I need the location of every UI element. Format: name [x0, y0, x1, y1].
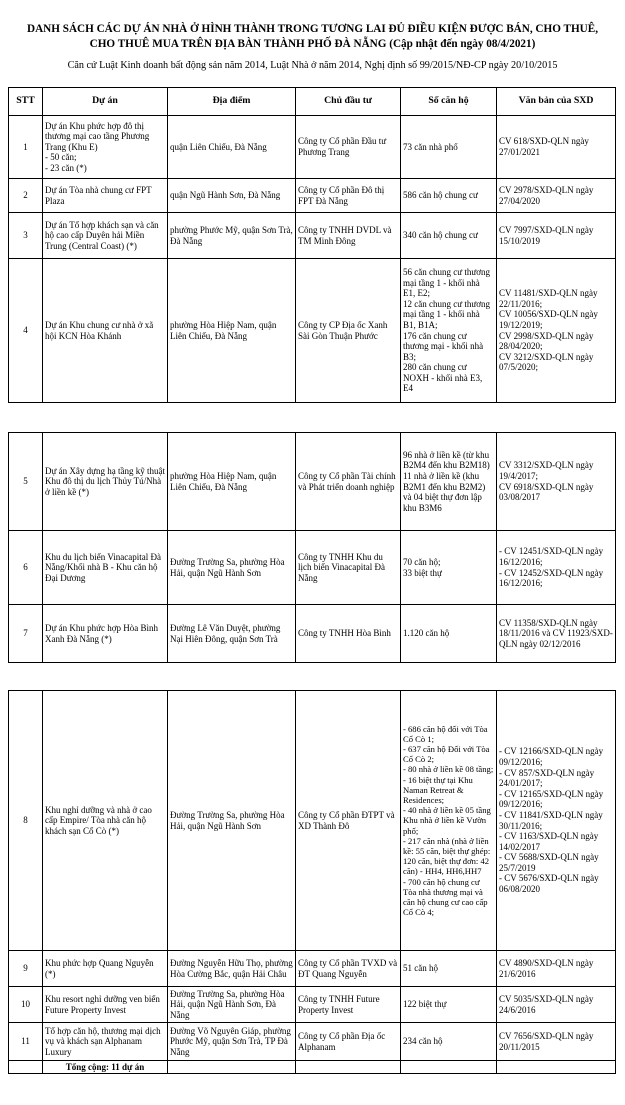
header-units: Số căn hộ — [401, 88, 497, 116]
cell-document: CV 2978/SXD-QLN ngày 27/04/2020 — [497, 179, 616, 213]
table-header-row — [9, 88, 616, 116]
cell-units: 122 biệt thự — [401, 987, 497, 1023]
cell-document: CV 3312/SXD-QLN ngày 19/4/2017; CV 6918/SXD-QLN ngày 03/08/2017 — [497, 433, 616, 531]
cell-project: Dự án Khu phức hợp đô thị thương mại cao tầng Phương Trang (Khu E) - 50 căn; - 23 căn (*) — [43, 116, 168, 179]
cell-stt: 1 — [9, 116, 43, 179]
table-row — [9, 259, 616, 403]
cell-investor: Công ty Cổ phần TVXD và ĐT Quang Nguyễn — [296, 951, 401, 987]
projects-table-part-2 — [8, 432, 616, 663]
table-row — [9, 691, 616, 951]
table-row — [9, 987, 616, 1023]
cell-document: CV 7997/SXD-QLN ngày 15/10/2019 — [497, 213, 616, 259]
cell-document: CV 618/SXD-QLN ngày 27/01/2021 — [497, 116, 616, 179]
legal-basis-subtitle: Căn cứ Luật Kinh doanh bất động sản năm 2014, Luật Nhà ở năm 2014, Nghị định số 99/2015/NĐ-CP ngày 20/10/2015 — [67, 60, 558, 71]
cell-stt: 9 — [9, 951, 43, 987]
cell-units: 1.120 căn hộ — [401, 605, 497, 663]
cell-document: CV 5035/SXD-QLN ngày 24/6/2016 — [497, 987, 616, 1023]
cell-investor: Công ty Cổ phần Đầu tư Phương Trang — [296, 116, 401, 179]
cell-document: - CV 12166/SXD-QLN ngày 09/12/2016; - CV 857/SXD-QLN ngày 24/01/2017; - CV 12165/SXD-QLN ngày 09/12/2016; - CV 11841/SXD-QLN ngày 30/11/2016; - CV 1163/SXD-QLN ngày 14/02/2017 - CV 5688/SXD-QLN ngày 25/7/2019 - CV 5676/SXD-QLN ngày 06/08/2020 — [497, 691, 616, 951]
table-row — [9, 179, 616, 213]
cell-location: Đường Lê Văn Duyệt, phường Nại Hiên Đông, quận Sơn Trà — [168, 605, 296, 663]
cell-document: - CV 12451/SXD-QLN ngày 16/12/2016; - CV 12452/SXD-QLN ngày 16/12/2016; — [497, 531, 616, 605]
cell-project: Khu du lịch biển Vinacapital Đà Nẵng/Khối nhà B - Khu căn hộ Đại Dương — [43, 531, 168, 605]
table-row — [9, 531, 616, 605]
cell-investor: Công ty TNHH Hòa Bình — [296, 605, 401, 663]
cell-project: Khu nghỉ dưỡng và nhà ở cao cấp Empire/ Tòa nhà căn hộ khách sạn Cổ Cò (*) — [43, 691, 168, 951]
cell-document: CV 4890/SXD-QLN ngày 21/6/2016 — [497, 951, 616, 987]
cell-project: Dự án Tổ hợp khách sạn và căn hộ cao cấp Duyên hải Miền Trung (Central Coast) (*) — [43, 213, 168, 259]
table-row — [9, 213, 616, 259]
cell-stt: 2 — [9, 179, 43, 213]
cell-investor: Công ty Cổ phần ĐTPT và XD Thành Đô — [296, 691, 401, 951]
cell-document: CV 11358/SXD-QLN ngày 18/11/2016 và CV 11923/SXD-QLN ngày 02/12/2016 — [497, 605, 616, 663]
cell-stt: 11 — [9, 1023, 43, 1061]
cell-location: quận Liên Chiểu, Đà Nẵng — [168, 116, 296, 179]
total-row — [9, 1061, 616, 1074]
cell-units: 70 căn hộ; 33 biệt thự — [401, 531, 497, 605]
cell-units: 340 căn hộ chung cư — [401, 213, 497, 259]
header-stt: STT — [9, 88, 43, 116]
cell-project: Tổ hợp căn hộ, thương mại dịch vụ và khách sạn Alphanam Luxury — [43, 1023, 168, 1061]
cell-stt: 8 — [9, 691, 43, 951]
cell-stt: 3 — [9, 213, 43, 259]
cell-investor: Công ty TNHH Future Property Invest — [296, 987, 401, 1023]
cell-units: 96 nhà ở liền kề (từ khu B2M4 đến khu B2M18) 11 nhà ở liền kề (khu B2M1 đến khu B2M2) và 04 biệt thự đơn lập khu B3M6 — [401, 433, 497, 531]
cell-units: 73 căn nhà phố — [401, 116, 497, 179]
table-row — [9, 605, 616, 663]
cell-project: Dự án Khu chung cư nhà ở xã hội KCN Hòa Khánh — [43, 259, 168, 403]
header-document: Văn bản của SXD — [497, 88, 616, 116]
table-row — [9, 951, 616, 987]
cell-investor: Công ty CP Địa ốc Xanh Sài Gòn Thuận Phước — [296, 259, 401, 403]
table-row — [9, 1023, 616, 1061]
cell-stt: 7 — [9, 605, 43, 663]
header-project: Dự án — [43, 88, 168, 116]
cell-investor: Công ty TNHH Khu du lịch biển Vinacapital Đà Nẵng — [296, 531, 401, 605]
cell-document: CV 7656/SXD-QLN ngày 20/11/2015 — [497, 1023, 616, 1061]
total-label: Tổng cộng: 11 dự án — [43, 1061, 168, 1074]
cell-project: Khu phức hợp Quang Nguyễn (*) — [43, 951, 168, 987]
cell-investor: Công ty Cổ phần Đô thị FPT Đà Nẵng — [296, 179, 401, 213]
cell-stt: 5 — [9, 433, 43, 531]
title-line: CHO THUÊ MUA TRÊN ĐỊA BÀN THÀNH PHỐ ĐÀ NẴNG (Cập nhật đến ngày 08/4/2021) — [89, 38, 536, 50]
projects-table-part-1 — [8, 87, 616, 403]
cell-location: Đường Trường Sa, phường Hòa Hải, quận Ngũ Hành Sơn — [168, 691, 296, 951]
cell-stt: 10 — [9, 987, 43, 1023]
cell-location: Đường Võ Nguyên Giáp, phường Phước Mỹ, quận Sơn Trà, TP Đà Nẵng — [168, 1023, 296, 1061]
cell-location: Đường Trường Sa, phường Hòa Hải, quận Ngũ Hành Sơn, Đà Nẵng — [168, 987, 296, 1023]
cell-units: 586 căn hộ chung cư — [401, 179, 497, 213]
table-row — [9, 116, 616, 179]
table-row — [9, 433, 616, 531]
cell-units: 56 căn chung cư thương mại tầng 1 - khối nhà E1, E2; 12 căn chung cư thương mại tầng 1 - khối nhà B1, B1A; 176 căn chung cư thương mại - khối nhà B3; 280 căn chung cư NOXH - khối nhà E3, E4 — [401, 259, 497, 403]
header-location: Địa điểm — [168, 88, 296, 116]
cell-units: 234 căn hộ — [401, 1023, 497, 1061]
projects-table-part-3 — [8, 690, 616, 1074]
cell-project: Dự án Xây dựng hạ tầng kỹ thuật Khu đô thị du lịch Thủy Tú/Nhà ở liền kề (*) — [43, 433, 168, 531]
cell-units: - 686 căn hộ đối với Tòa Cổ Cò 1; - 637 căn hộ Đối với Tòa Cổ Cò 2; - 80 nhà ở liền kề 08 tầng; - 16 biệt thự tại Khu Naman Retreat & Residences; - 40 nhà ở liền kề 05 tầng Khu nhà ở liền kề Vườn phố; - 217 căn nhà (nhà ở liền kề: 55 căn, biệt thự ghép: 120 căn, biệt thự đơn: 42 căn) - HH4, HH6,HH7 - 700 căn hộ chung cư Tòa nhà thương mại và căn hộ chung cư cao cấp Cổ Cò 4; — [401, 691, 497, 951]
cell-project: Dự án Khu phức hợp Hòa Bình Xanh Đà Nẵng (*) — [43, 605, 168, 663]
cell-location: phường Phước Mỹ, quận Sơn Trà, Đà Nẵng — [168, 213, 296, 259]
cell-project: Dự án Tòa nhà chung cư FPT Plaza — [43, 179, 168, 213]
cell-stt: 4 — [9, 259, 43, 403]
cell-location: quận Ngũ Hành Sơn, Đà Nẵng — [168, 179, 296, 213]
cell-investor: Công ty Cổ phần Tài chính và Phát triển doanh nghiệp — [296, 433, 401, 531]
cell-document: CV 11481/SXD-QLN ngày 22/11/2016; CV 10056/SXD-QLN ngày 19/12/2019; CV 2998/SXD-QLN ngày 28/04/2020; CV 3212/SXD-QLN ngày 07/5/2020; — [497, 259, 616, 403]
document-title — [12, 22, 613, 52]
cell-location: Đường Nguyễn Hữu Thọ, phường Hòa Cường Bắc, quận Hải Châu — [168, 951, 296, 987]
cell-investor: Công ty Cổ phần Địa ốc Alphanam — [296, 1023, 401, 1061]
cell-units: 51 căn hộ — [401, 951, 497, 987]
total-stt-cell — [9, 1061, 43, 1074]
cell-location: Đường Trường Sa, phường Hòa Hải, quận Ngũ Hành Sơn — [168, 531, 296, 605]
cell-location: phường Hòa Hiệp Nam, quận Liên Chiểu, Đà Nẵng — [168, 433, 296, 531]
cell-investor: Công ty TNHH DVDL và TM Minh Đông — [296, 213, 401, 259]
title-line: DANH SÁCH CÁC DỰ ÁN NHÀ Ở HÌNH THÀNH TRONG TƯƠNG LAI ĐỦ ĐIỀU KIỆN ĐƯỢC BÁN, CHO THUÊ, — [26, 23, 599, 35]
cell-stt: 6 — [9, 531, 43, 605]
header-investor: Chủ đầu tư — [296, 88, 401, 116]
cell-project: Khu resort nghỉ dưỡng ven biển Future Property Invest — [43, 987, 168, 1023]
cell-location: phường Hòa Hiệp Nam, quận Liên Chiểu, Đà Nẵng — [168, 259, 296, 403]
